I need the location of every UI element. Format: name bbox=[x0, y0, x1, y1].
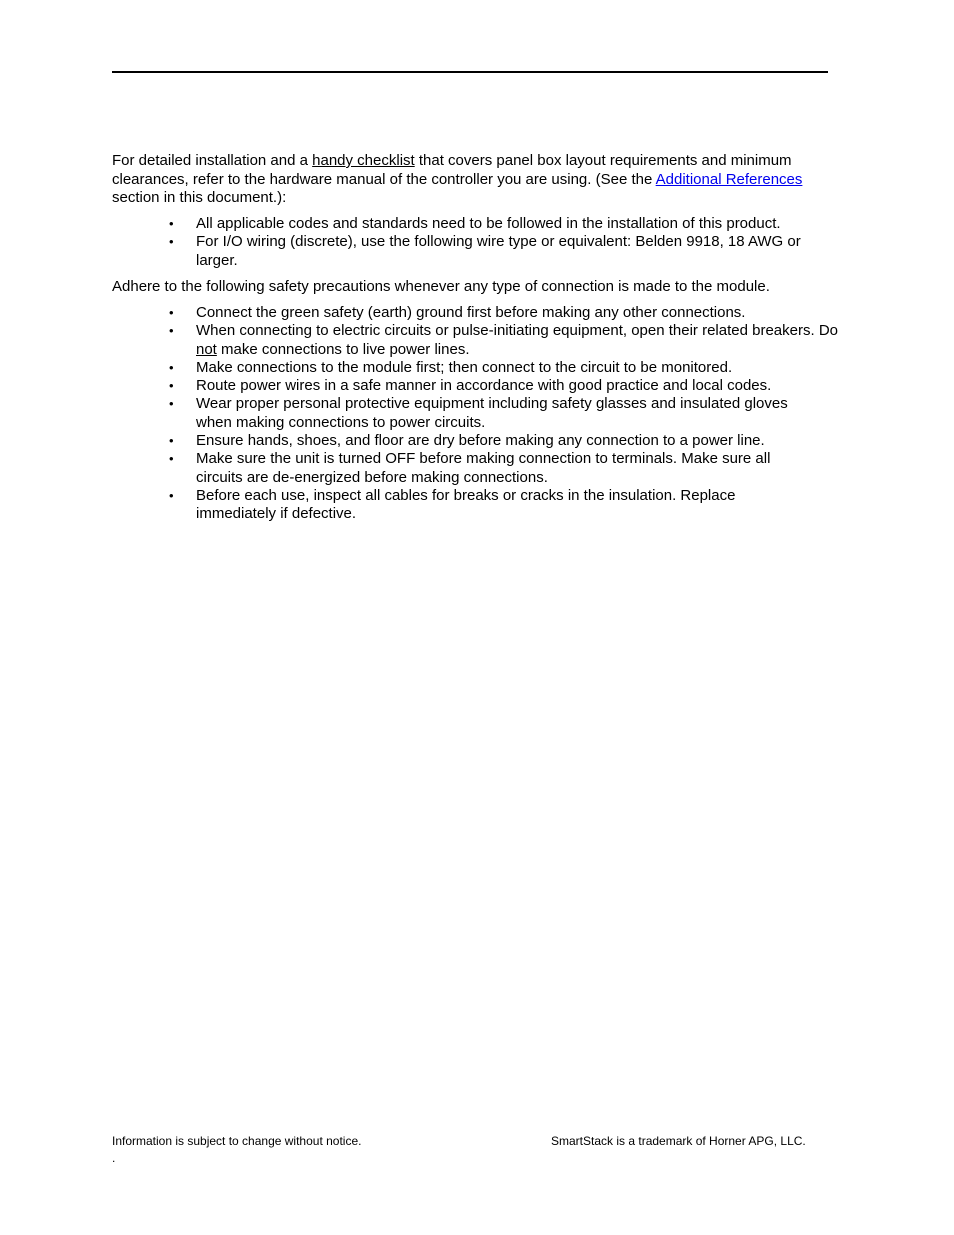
list-item: • Make sure the unit is turned OFF before making connection to terminals. Make sure all circuits are de-energized before making connections. bbox=[169, 450, 771, 486]
intro-paragraph bbox=[112, 152, 842, 208]
header-rule bbox=[112, 71, 828, 73]
footer-dot: . bbox=[112, 1151, 116, 1165]
list-item: • Before each use, inspect all cables for breaks or cracks in the insulation. Replace immediately if defective. bbox=[169, 486, 736, 523]
bullet-icon: • bbox=[169, 305, 174, 320]
list-item: • Wear proper personal protective equipment including safety glasses and insulated gloves when making connections to power circuits. bbox=[169, 395, 788, 431]
bullet-icon: • bbox=[169, 433, 174, 449]
bullet-icon: • bbox=[169, 396, 174, 412]
handy-checklist-text: handy checklist bbox=[312, 152, 415, 169]
bullet-icon: • bbox=[169, 359, 174, 375]
intro-text-3: section in this document.): bbox=[112, 189, 287, 206]
list-item: • Route power wires in a safe manner in accordance with good practice and local codes. bbox=[169, 377, 772, 395]
list-item: • When connecting to electric circuits or pulse-initiating equipment, open their related breakers. Do not make connections to live power lines. bbox=[169, 322, 838, 358]
list-item: • Make connections to the module first; then connect to the circuit to be monitored. bbox=[169, 358, 733, 376]
not-emphasis: not bbox=[196, 340, 217, 358]
intro-text-1: For detailed installation and a bbox=[112, 152, 313, 169]
list-item: • Ensure hands, shoes, and floor are dry before making any connection to a power line. bbox=[169, 432, 765, 450]
installation-bullet-list bbox=[0, 215, 846, 270]
list-item: • Connect the green safety (earth) ground first before making any other connections. bbox=[169, 304, 746, 321]
bullet-icon: • bbox=[169, 451, 174, 467]
footer-notice: Information is subject to change without notice. bbox=[112, 1134, 362, 1148]
list-item: • All applicable codes and standards need to be followed in the installation of this product. bbox=[169, 215, 781, 232]
safety-bullet-list bbox=[0, 304, 846, 524]
intro-text-2: that covers panel box layout requirements and minimum clearances, refer to the hardware manual of the controller you are using. (See the bbox=[112, 152, 792, 188]
footer-trademark: SmartStack is a trademark of Horner APG, LLC. bbox=[551, 1134, 806, 1148]
bullet-icon: • bbox=[169, 234, 174, 250]
bullet-icon: • bbox=[169, 378, 174, 394]
additional-references-link[interactable]: Additional References bbox=[655, 170, 803, 188]
bullet-icon: • bbox=[169, 323, 174, 339]
safety-intro-paragraph: Adhere to the following safety precautions whenever any type of connection is made to the module. bbox=[112, 278, 770, 295]
bullet-icon: • bbox=[169, 216, 174, 231]
bullet-icon: • bbox=[169, 487, 174, 503]
list-item: • For I/O wiring (discrete), use the following wire type or equivalent: Belden 9918, 18 AWG or larger. bbox=[169, 233, 801, 269]
